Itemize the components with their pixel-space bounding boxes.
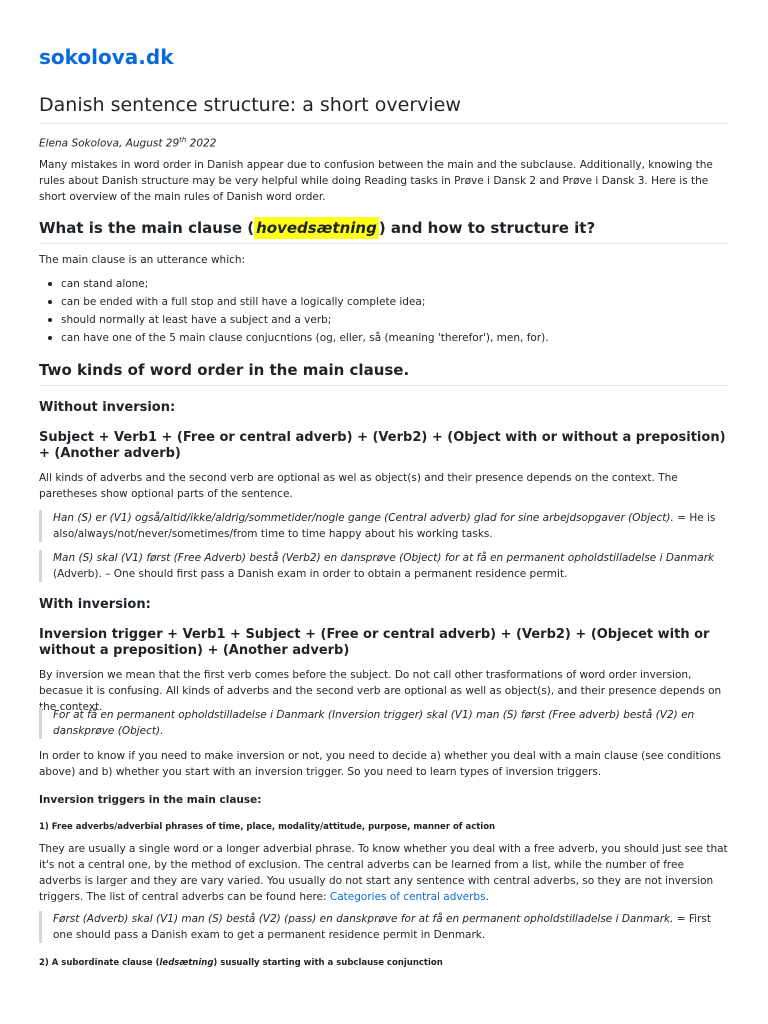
central-adverbs-link[interactable]: Categories of central adverbs xyxy=(329,891,486,903)
example-quote-2 xyxy=(39,550,728,582)
example-danish: Han (S) er (V1) også/altid/ikke/aldrig/sommetider/nogle gange (Central adverb) glad for sine arbejdsopgaver (Object). xyxy=(53,512,674,524)
example-danish: Først (Adverb) skal (V1) man (S) bestå (V2) (pass) en danskprøve for at få en permanent opholdstilladelse i Danmark. xyxy=(53,913,674,925)
without-inversion-formula: Subject + Verb1 + (Free or central adverb) + (Verb2) + (Object with or without a preposition) + (Another adverb) xyxy=(39,430,726,461)
trigger2-heading-pre: 2) A subordinate clause ( xyxy=(39,958,160,968)
without-inversion-note: All kinds of adverbs and the second verb are optional as wel as object(s) and their presence depends on the context. The paretheses show optional parts of the sentence. xyxy=(39,472,678,500)
site-title-link[interactable]: sokolova.dk xyxy=(39,45,174,69)
two-kinds-heading: Two kinds of word order in the main clause. xyxy=(39,359,728,386)
trigger1-paragraph xyxy=(39,841,728,905)
trigger2-heading-term: ledsætning xyxy=(159,958,214,968)
main-clause-heading-post: ) and how to structure it? xyxy=(378,219,596,237)
main-clause-heading xyxy=(39,217,728,244)
main-clause-intro: The main clause is an utterance which: xyxy=(39,254,246,266)
with-inversion-formula: Inversion trigger + Verb1 + Subject + (Free or central adverb) + (Verb2) + (Objecet with or without a preposition) + (Another adverb) xyxy=(39,627,710,658)
trigger1-end: . xyxy=(485,891,489,903)
list-item: can be ended with a full stop and still have a logically complete idea; xyxy=(39,294,728,310)
example-translation: (Adverb). – One should first pass a Danish exam in order to obtain a permanent residence permit. xyxy=(53,568,568,580)
article-title: Danish sentence structure: a short overview xyxy=(39,92,728,124)
highlighted-term: hovedsætning xyxy=(256,219,377,237)
list-item: can stand alone; xyxy=(39,276,728,292)
example-danish: Man (S) skal (V1) først (Free Adverb) bestå (Verb2) en dansprøve (Object) for at få en permanent opholdstilladelse i Danmark xyxy=(53,552,715,564)
example-quote-3 xyxy=(39,707,728,739)
example-danish: For at få en permanent opholdstilladelse i Danmark (Inversion trigger) skal (V1) man (S) først (Free adverb) bestå (V2) en danskprøve (Object). xyxy=(53,709,695,737)
with-inversion-heading: With inversion: xyxy=(39,597,151,612)
list-item: can have one of the 5 main clause conjucntions (og, eller, så (meaning 'therefor'), men, for). xyxy=(39,330,728,346)
intro-paragraph: Many mistakes in word order in Danish appear due to confusion between the main and the subclause. Additionally, knowing the rules about Danish structure may be very helpful while doing Reading tasks in Prøve i Dansk 2 and Prøve i Dansk 3. Here is the short overview of the main rules of Danish word order. xyxy=(39,159,713,203)
trigger2-heading-post: ) susually starting with a subclause conjunction xyxy=(213,958,443,968)
byline-ordinal: th xyxy=(179,136,187,144)
example-translation: = He is also/always/not/never/sometimes/from time to time happy about his working tasks. xyxy=(53,512,716,540)
example-quote-4 xyxy=(39,911,728,943)
byline-year: 2022 xyxy=(186,137,217,150)
trigger2-heading xyxy=(39,956,728,970)
main-clause-points-list xyxy=(39,276,728,348)
article-byline xyxy=(39,132,216,152)
list-item: should normally at least have a subject and a verb; xyxy=(39,312,728,328)
with-inversion-note: By inversion we mean that the first verb comes before the subject. Do not call other trasformations of word order inversion, becasue it is confusing. All kinds of adverbs and the second verb are optional as well as object(s), and their presence depends on the context. xyxy=(39,669,722,713)
trigger1-text: They are usually a single word or a longer adverbial phrase. To know whether you deal with a free adverb, you should just see that it's not a central one, by the method of exclusion. The central adverbs can be learned from a list, while the number of free adverbs is larger and they are vary varied. You usually do not start any sentence with central adverbs, so they are not inversion triggers. The list of central adverbs can be found here: xyxy=(39,843,728,903)
byline-author-date: Elena Sokolova, August 29 xyxy=(39,137,180,150)
main-clause-heading-pre: What is the main clause ( xyxy=(39,219,255,237)
triggers-heading: Inversion triggers in the main clause: xyxy=(39,794,262,806)
without-inversion-heading: Without inversion: xyxy=(39,400,176,415)
inversion-decision-paragraph: In order to know if you need to make inversion or not, you need to decide a) whether you deal with a main clause (see conditions above) and b) whether you start with an inversion trigger. So you need to learn types of inversion triggers. xyxy=(39,750,722,778)
trigger1-heading: 1) Free adverbs/adverbial phrases of time, place, modality/attitude, purpose, manner of action xyxy=(39,822,496,832)
example-translation: = First one should pass a Danish exam to get a permanent residence permit in Denmark. xyxy=(53,913,712,941)
example-quote-1 xyxy=(39,510,728,542)
